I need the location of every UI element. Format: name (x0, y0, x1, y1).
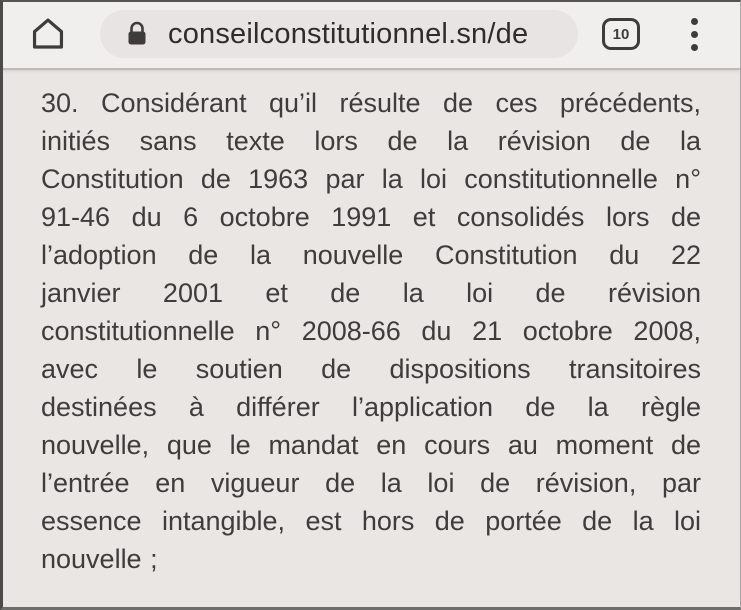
lock-icon[interactable] (126, 21, 148, 47)
address-bar[interactable] (100, 10, 578, 58)
paragraph-line: Constitution de 1963 par la loi constitutionnelle n° (41, 164, 701, 194)
paragraph-line: l’adoption de la nouvelle Constitution du 22 (41, 240, 701, 270)
paragraph-line: destinées à différer l’application de la règle (41, 392, 701, 422)
paragraph-line: constitutionnelle n° 2008-66 du 21 octobre 2008, (41, 316, 701, 346)
paragraph-line: nouvelle ; (41, 544, 158, 574)
three-dot-menu-icon (691, 31, 698, 38)
document-body (0, 70, 741, 578)
paragraph (41, 84, 701, 578)
home-icon (29, 15, 67, 53)
tab-counter-icon[interactable] (602, 18, 640, 50)
home-button[interactable] (26, 12, 70, 56)
paragraph-line: nouvelle, que le mandat en cours au moment de (41, 430, 701, 460)
paragraph-line: 30. Considérant qu’il résulte de ces précédents, (41, 88, 701, 118)
tab-count: 10 (612, 25, 630, 43)
url-text[interactable]: conseilconstitutionnel.sn/de (168, 17, 529, 50)
paragraph-line: initiés sans texte lors de la révision de la (41, 126, 701, 156)
paragraph-line: essence intangible, est hors de portée de la loi (41, 506, 701, 536)
paragraph-line: avec le soutien de dispositions transitoires (41, 354, 701, 384)
three-dot-menu-icon (691, 18, 698, 25)
browser-toolbar (0, 0, 741, 70)
paragraph-line: janvier 2001 et de la loi de révision (41, 278, 701, 308)
paragraph-line: 91-46 du 6 octobre 1991 et consolidés lors de (41, 202, 701, 232)
paragraph-line: l’entrée en vigueur de la loi de révision, par (41, 468, 701, 498)
three-dot-menu-icon (691, 44, 698, 51)
menu-button[interactable] (684, 14, 704, 54)
